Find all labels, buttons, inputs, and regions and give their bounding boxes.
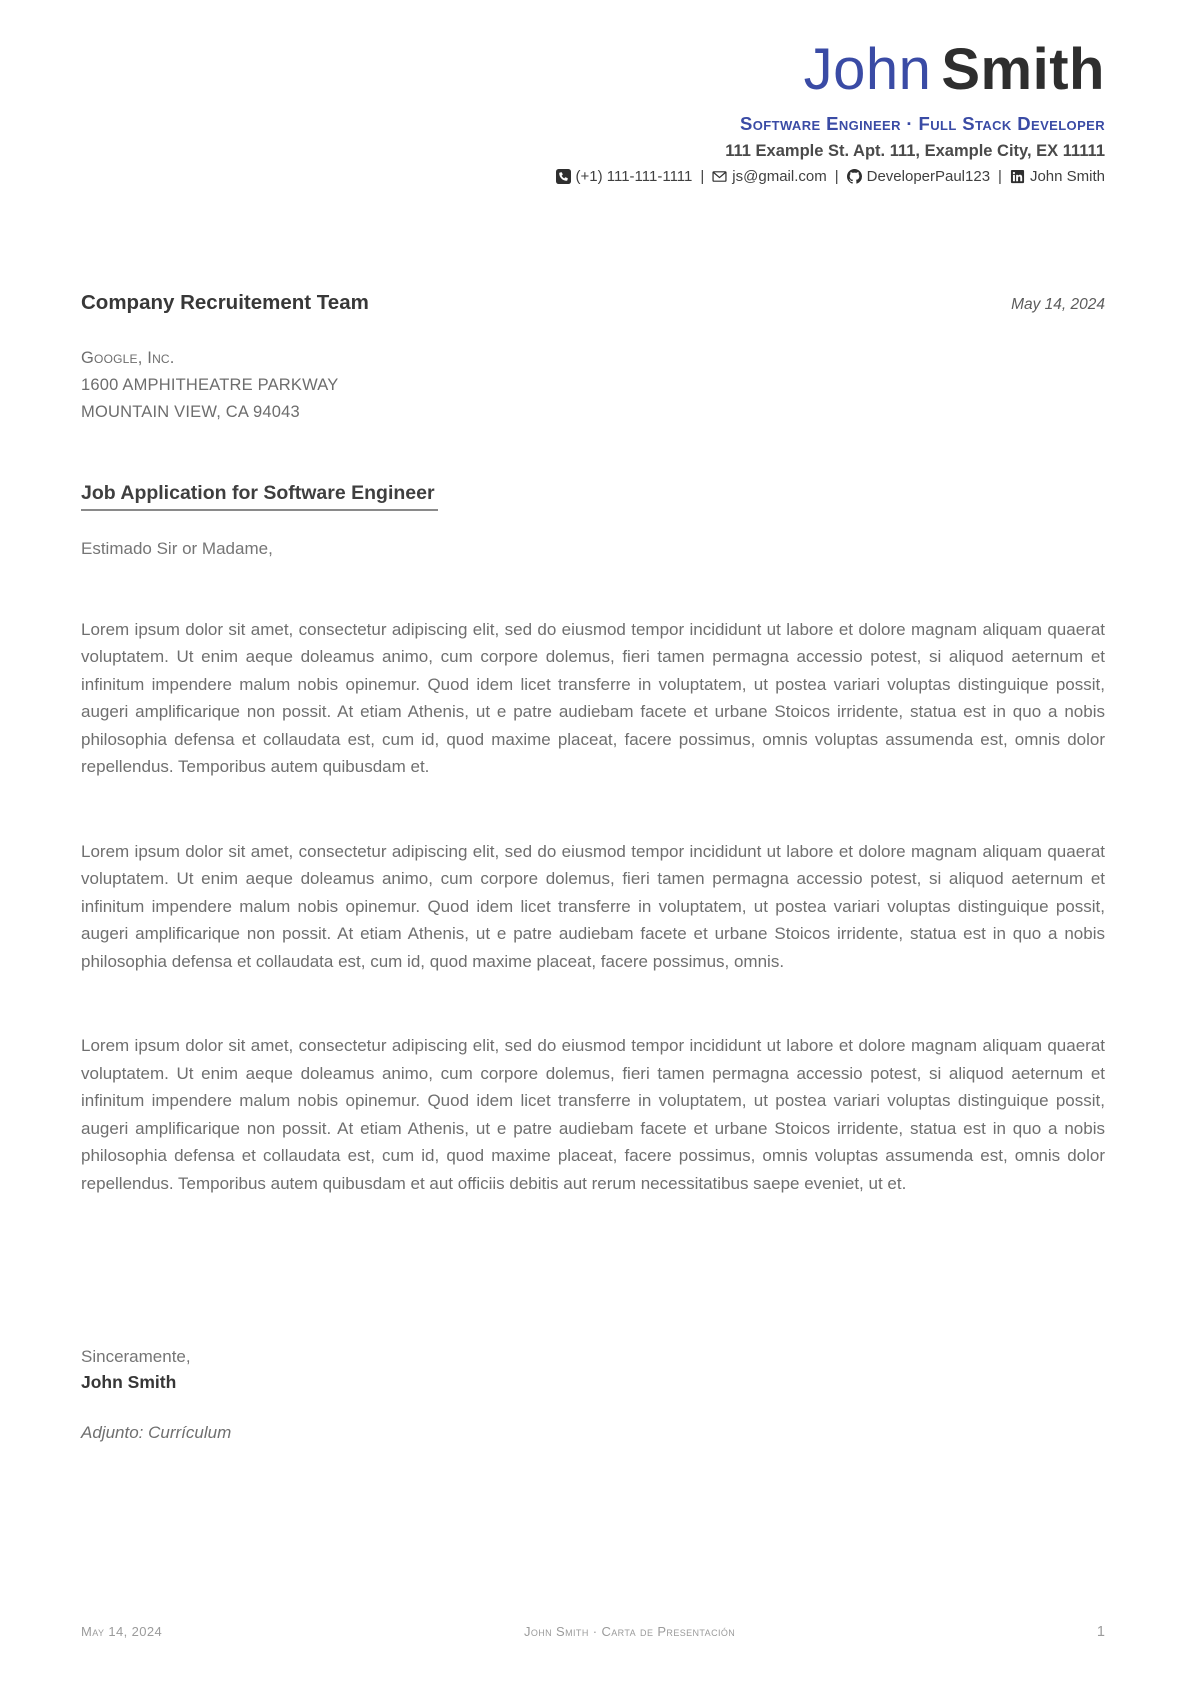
closing-block (81, 1347, 1105, 1393)
letter-header (81, 0, 1105, 185)
phone-square-icon (556, 169, 571, 184)
recipient-address-block (81, 345, 1105, 426)
github-username: DeveloperPaul123 (866, 167, 991, 185)
linkedin-link[interactable] (1010, 168, 1105, 185)
letter-date: May 14, 2024 (1011, 295, 1105, 313)
body-paragraph: Lorem ipsum dolor sit amet, consectetur adipiscing elit, sed do eiusmod tempor incididunt ut labore et dolore magnam aliquam quaerat voluptatem. Ut enim aeque doleamus animo, cum corpore dolemus, fieri tamen permagna accessio potest, si aliquod aeternum et infinitum impendere malum nobis opinemur. Quod idem licet transferre in voluptatem, ut postea variari voluptas distinguique possit, augeri amplificarique non possit. At etiam Athenis, ut e patre audiebam facete et urbane Stoicos irridente, statua est in quo a nobis philosophia defensa et collaudata est, cum id, quod maxime placeat, facere possimus, omnis voluptas assumenda est, omnis dolor repellendus. Temporibus autem quibusdam et aut officiis debitis aut rerum necessitatibus saepe eveniet, ut et. (81, 1036, 1105, 1193)
company-address-line1: 1600 AMPHITHEATRE PARKWAY (81, 375, 339, 394)
sender-address: 111 Example St. Apt. 111, Example City, EX 11111 (725, 141, 1105, 160)
email-address: js@gmail.com (732, 167, 827, 185)
email-link[interactable] (712, 168, 826, 185)
github-icon (847, 169, 862, 184)
footer-page-number: 1 (1096, 1624, 1105, 1640)
contact-separator: | (834, 167, 839, 185)
phone-link[interactable] (556, 168, 693, 185)
footer-date: May 14, 2024 (81, 1624, 163, 1639)
linkedin-icon (1010, 169, 1025, 184)
recipient-row (81, 291, 1105, 315)
company-address-line2: MOUNTAIN VIEW, CA 94043 (81, 402, 300, 421)
body-paragraph: Lorem ipsum dolor sit amet, consectetur adipiscing elit, sed do eiusmod tempor incididunt ut labore et dolore magnam aliquam quaerat voluptatem. Ut enim aeque doleamus animo, cum corpore dolemus, fieri tamen permagna accessio potest, si aliquod aeternum et infinitum impendere malum nobis opinemur. Quod idem licet transferre in voluptatem, ut postea variari voluptas distinguique possit, augeri amplificarique non possit. At etiam Athenis, ut e patre audiebam facete et urbane Stoicos irridente, statua est in quo a nobis philosophia defensa et collaudata est, cum id, quod maxime placeat, facere possimus, omnis voluptas assumenda est, omnis dolor repellendus. Temporibus autem quibusdam et. (81, 619, 1105, 777)
footer-document-title: John Smith · Carta de Presentación (523, 1624, 736, 1639)
envelope-icon (712, 169, 727, 184)
linkedin-name: John Smith (1029, 167, 1105, 185)
github-link[interactable] (847, 168, 990, 185)
letter-subject: Job Application for Software Engineer (81, 482, 438, 511)
contact-separator: | (998, 167, 1002, 185)
phone-number: (+1) 111-111-1111 (575, 167, 693, 185)
valediction: Sinceramente, (81, 1347, 191, 1367)
company-name: Google, Inc. (81, 348, 175, 367)
person-name (81, 37, 1105, 102)
last-name: Smith (941, 37, 1105, 102)
recipient-title: Company Recruitement Team (81, 290, 369, 314)
first-name: John (803, 37, 932, 102)
contact-separator: | (700, 167, 705, 185)
page-content (81, 0, 1105, 1443)
enclosure-note: Adjunto: Currículum (81, 1423, 232, 1443)
contact-line (81, 168, 1105, 185)
job-tagline: Software Engineer · Full Stack Developer (740, 112, 1105, 134)
page-footer (81, 1624, 1105, 1640)
body-paragraph: Lorem ipsum dolor sit amet, consectetur adipiscing elit, sed do eiusmod tempor incididunt ut labore et dolore magnam aliquam quaerat voluptatem. Ut enim aeque doleamus animo, cum corpore dolemus, fieri tamen permagna accessio potest, si aliquod aeternum et infinitum impendere malum nobis opinemur. Quod idem licet transferre in voluptatem, ut postea variari voluptas distinguique possit, augeri amplificarique non possit. At etiam Athenis, ut e patre audiebam facete et urbane Stoicos irridente, statua est in quo a nobis philosophia defensa et collaudata est, cum id, quod maxime placeat, facere possimus, omnis. (81, 841, 1105, 971)
signature-name: John Smith (81, 1372, 177, 1393)
letter-greeting: Estimado Sir or Madame, (81, 538, 273, 558)
